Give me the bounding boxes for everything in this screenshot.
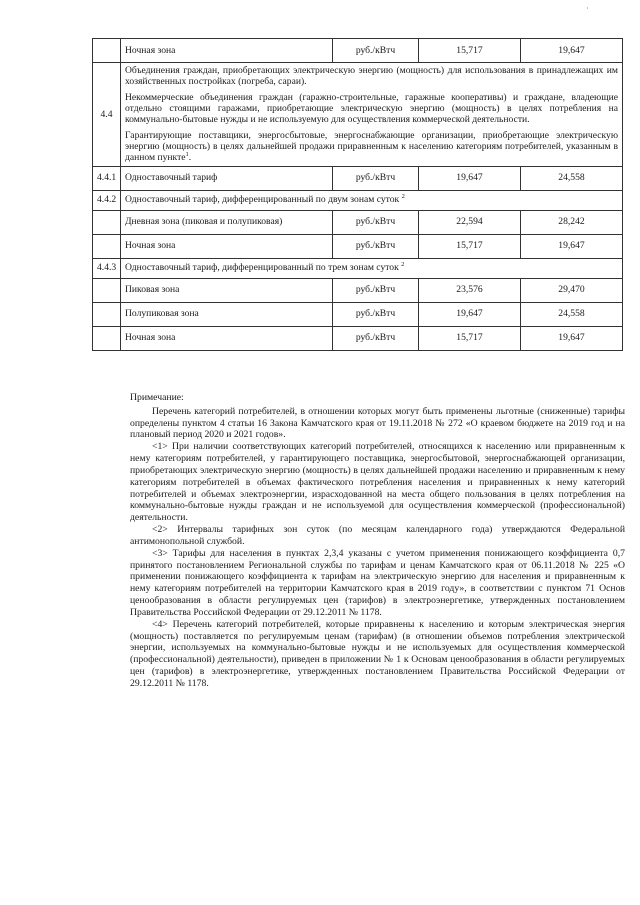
unit-cell: руб./кВтч <box>333 278 419 302</box>
unit-cell: руб./кВтч <box>333 210 419 234</box>
section-paragraph-text: Некоммерческие объединения граждан (гаражно-строительные, гаражные кооперативы) и граждане, владеющие отдельно стоящими гаражами, приобретающие электрическую энергию (мощность) в целях потребления на коммунально-бытовые нужды и не используемую для осуществления коммерческой деятельности. <box>125 91 618 126</box>
unit-cell: руб./кВтч <box>333 302 419 326</box>
subsection-heading <box>121 258 623 278</box>
tariff-value-2: 28,242 <box>521 210 623 234</box>
table-row <box>93 190 623 210</box>
section-paragraph <box>125 65 618 88</box>
row-number: 4.4.1 <box>93 166 121 190</box>
note-2: <2> Интервалы тарифных зон суток (по месяцам календарного года) утверждаются Федеральной антимонопольной службой. <box>130 524 625 547</box>
row-number <box>93 39 121 63</box>
tariff-table <box>92 38 623 351</box>
tariff-value-1: 19,647 <box>419 166 521 190</box>
table-row <box>93 210 623 234</box>
tariff-value-1: 23,576 <box>419 278 521 302</box>
tariff-table-body <box>93 39 623 351</box>
tariff-value-1: 15,717 <box>419 326 521 350</box>
unit-cell: руб./кВтч <box>333 234 419 258</box>
unit-cell: руб./кВтч <box>333 166 419 190</box>
section-paragraph <box>125 130 618 164</box>
tariff-value-2: 19,647 <box>521 39 623 63</box>
row-number <box>93 326 121 350</box>
footnote-ref: 2 <box>401 193 405 201</box>
table-row <box>93 326 623 350</box>
notes-title: Примечание: <box>130 392 184 403</box>
footnote-ref: 2 <box>401 261 405 269</box>
note-4: <4> Перечень категорий потребителей, которые приравнены к населению и которым электрическая энергия (мощность) поставляется по регулируемым ценам (тарифам) (в отношении объемов потребления электрической энергии, используемых на коммунально-бытовые нужды и не используемых для осуществления коммерческой (профессиональной) деятельности), приведен в приложении № 1 к Основам ценообразования в области регулируемых цен (тарифов) в электроэнергетике, утвержденных постановлением Правительства Российской Федерации от 29.12.2011 № 1178. <box>130 618 625 689</box>
row-label: Полупиковая зона <box>121 302 333 326</box>
footnote-ref: 1 <box>185 151 189 158</box>
subsection-heading-text: Одноставочный тариф, дифференцированный по трем зонам суток <box>125 262 399 274</box>
tariff-value-2: 29,470 <box>521 278 623 302</box>
section-description <box>121 63 623 167</box>
tariff-value-2: 24,558 <box>521 166 623 190</box>
row-label: Пиковая зона <box>121 278 333 302</box>
tariff-value-1: 15,717 <box>419 39 521 63</box>
tariff-value-2: 19,647 <box>521 326 623 350</box>
row-number: 4.4 <box>93 63 121 167</box>
row-label: Ночная зона <box>121 326 333 350</box>
row-number <box>93 302 121 326</box>
row-label: Дневная зона (пиковая и полупиковая) <box>121 210 333 234</box>
notes-section <box>130 392 625 690</box>
note-3: <3> Тарифы для населения в пунктах 2,3,4 указаны с учетом применения понижающего коэффициента 0,7 принятого постановлением Региональной службы по тарифам и ценам Камчатского края от 06.11.2018 № 225 «О применении понижающего коэффициента к тарифам на электрическую энергию для населения и приравненным к нему категориям потребителей на территории Камчатского края в 2019 году», в соответствии с пунктом 71 Основ ценообразования в области регулируемых цен (тарифов) в электроэнергетике, утвержденных постановлением Правительства Российской Федерации от 29.12.2011 № 1178. <box>130 547 625 618</box>
tariff-value-1: 15,717 <box>419 234 521 258</box>
row-label: Ночная зона <box>121 234 333 258</box>
note-1: <1> При наличии соответствующих категорий потребителей, относящихся к населению или приравненным к нему категориям потребителей, у гарантирующего поставщика, энергосбытовой, энергоснабжающей организации, приобретающих электрическую энергию (мощность) в целях дальнейшей продажи населению и приравненным к нему категориям потребителей в объемах фактического потребления населения и приравненных к нему категорий потребителей и объемах электроэнергии, израсходованной на места общего пользования в целях потребления на коммунально-бытовые нужды граждан и не используемой для осуществления коммерческой (профессиональной) деятельности. <box>130 441 625 524</box>
table-row <box>93 63 623 167</box>
tariff-value-1: 19,647 <box>419 302 521 326</box>
unit-cell: руб./кВтч <box>333 326 419 350</box>
table-row <box>93 302 623 326</box>
row-number <box>93 278 121 302</box>
table-row <box>93 278 623 302</box>
row-number: 4.4.2 <box>93 190 121 210</box>
tariff-value-1: 22,594 <box>419 210 521 234</box>
row-label: Ночная зона <box>121 39 333 63</box>
section-paragraph <box>125 92 618 126</box>
table-row <box>93 234 623 258</box>
scan-mark: · <box>586 4 589 13</box>
tariff-value-2: 19,647 <box>521 234 623 258</box>
notes-intro: Перечень категорий потребителей, в отношении которых могут быть применены льготные (сниженные) тарифы определены пунктом 4 статьи 16 Закона Камчатского края от 19.11.2018 № 272 «О краевом бюджете на 2019 год и на плановый период 2020 и 2021 годов». <box>130 405 625 441</box>
section-paragraph-text: Объединения граждан, приобретающих электрическую энергию (мощность) для использования в принадлежащих им хозяйственных постройках (погреба, сараи). <box>125 65 618 88</box>
unit-cell: руб./кВтч <box>333 39 419 63</box>
subsection-heading <box>121 190 623 210</box>
row-number <box>93 210 121 234</box>
subsection-heading-text: Одноставочный тариф, дифференцированный по двум зонам суток <box>125 194 400 206</box>
table-row <box>93 258 623 278</box>
table-row <box>93 166 623 190</box>
row-number <box>93 234 121 258</box>
tariff-value-2: 24,558 <box>521 302 623 326</box>
paragraph-suffix: . <box>188 152 192 164</box>
section-paragraph-text: Гарантирующие поставщики, энергосбытовые, энергоснабжающие организации, приобретающие электрическую энергию (мощность) в целях дальнейшей продажи приравненным к населению категориям потребителей, указанным в данном пункте <box>125 129 618 164</box>
row-number: 4.4.3 <box>93 258 121 278</box>
row-label: Одноставочный тариф <box>121 166 333 190</box>
table-row <box>93 39 623 63</box>
